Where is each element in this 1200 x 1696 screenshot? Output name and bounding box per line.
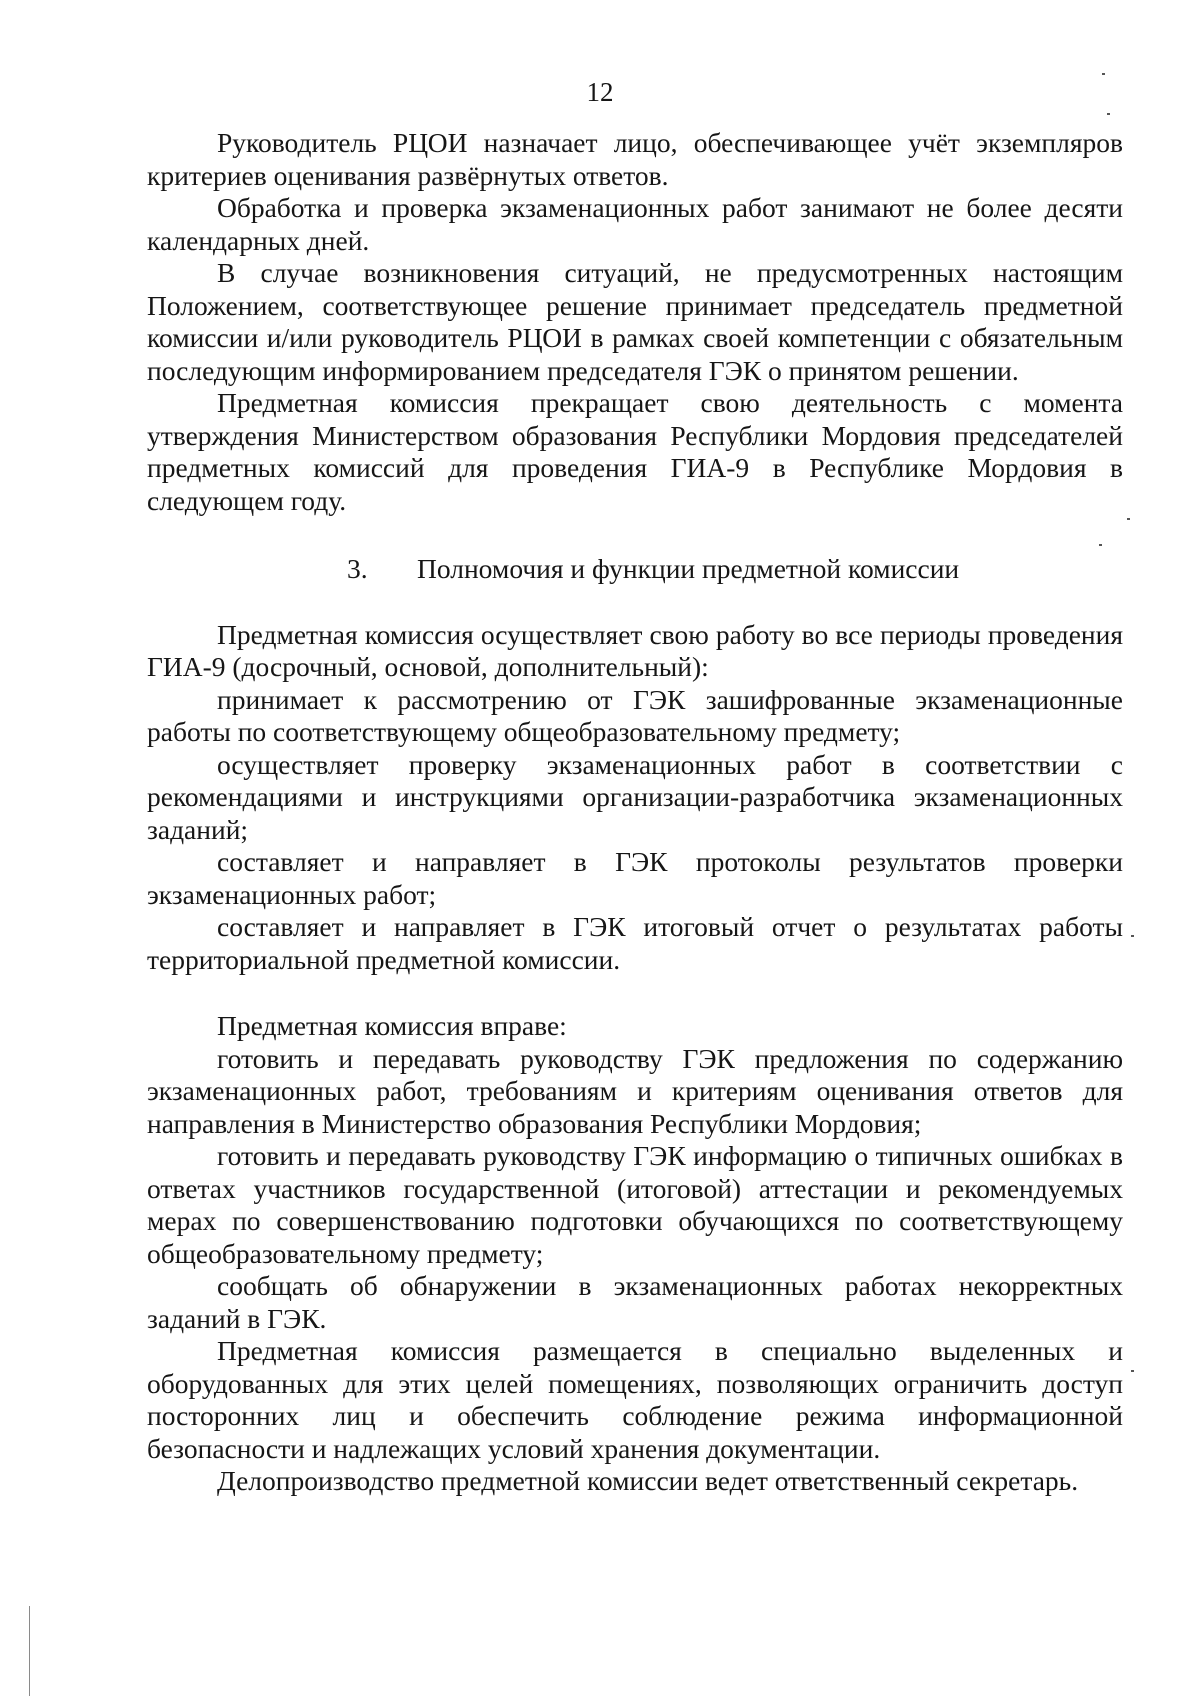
paragraph-duty-report: составляет и направляет в ГЭК итоговый отчет о результатах работы территориальной предметной комиссии.: [147, 911, 1123, 975]
paragraph-processing-duration: Обработка и проверка экзаменационных работ занимают не более десяти календарных дней.: [147, 192, 1123, 256]
paragraph-right-information: готовить и передавать руководству ГЭК информацию о типичных ошибках в ответах участников государственной (итоговой) аттестации и рекомендуемых мерах по совершенствованию подготовки обучающихся по соответствующему общеобразовательному предмету;: [147, 1140, 1123, 1269]
paragraph-rights-intro: Предметная комиссия вправе:: [217, 1010, 567, 1041]
paragraph-right-report-errors: сообщать об обнаружении в экзаменационных работах некорректных заданий в ГЭК.: [147, 1270, 1123, 1334]
paragraph-premises: Предметная комиссия размещается в специально выделенных и оборудованных для этих целей помещениях, позволяющих ограничить доступ посторонних лиц и обеспечить соблюдение режима информационной безопасности и надлежащих условий хранения документации.: [147, 1335, 1123, 1464]
paragraph-rcoi-responsible: Руководитель РЦОИ назначает лицо, обеспечивающее учёт экземпляров критериев оценивания развёрнутых ответов.: [147, 127, 1123, 191]
scan-speck: [1131, 1370, 1134, 1372]
paragraph-unforeseen-situations: В случае возникновения ситуаций, не предусмотренных настоящим Положением, соответствующее решение принимает председатель предметной комиссии и/или руководитель РЦОИ в рамках своей компетенции с обязательным последующим информированием председателя ГЭК о принятом решении.: [147, 257, 1123, 386]
scan-speck: [1099, 544, 1102, 546]
paragraph-duty-check: осуществляет проверку экзаменационных работ в соответствии с рекомендациями и инструкциями организации-разработчика экзаменационных заданий;: [147, 748, 1123, 845]
scan-speck: [1107, 113, 1110, 115]
document-body: [147, 127, 1123, 1498]
paragraph-duty-protocols: составляет и направляет в ГЭК протоколы результатов проверки экзаменационных работ;: [147, 846, 1123, 910]
paragraph-duty-accept: принимает к рассмотрению от ГЭК зашифрованные экзаменационные работы по соответствующему общеобразовательному предмету;: [147, 683, 1123, 747]
paragraph-right-proposals: готовить и передавать руководству ГЭК предложения по содержанию экзаменационных работ, требованиям и критериям оценивания ответов для направления в Министерство образования Республики Мордовия;: [147, 1042, 1123, 1139]
section-number: 3.: [347, 553, 368, 584]
scan-speck: [1131, 935, 1134, 937]
scan-margin-line: [29, 1606, 30, 1696]
scan-speck: [1102, 73, 1105, 75]
page-number: 12: [586, 77, 614, 107]
paragraph-records-management: Делопроизводство предметной комиссии ведет ответственный секретарь.: [217, 1465, 1079, 1496]
section-title: Полномочия и функции предметной комиссии: [417, 553, 960, 584]
paragraph-commission-termination: Предметная комиссия прекращает свою деятельность с момента утверждения Министерством образования Республики Мордовия председателей предметных комиссий для проведения ГИА-9 в Республике Мордовия в следующем году.: [147, 387, 1123, 516]
paragraph-work-periods: Предметная комиссия осуществляет свою работу во все периоды проведения ГИА-9 (досрочный, основой, дополнительный):: [147, 618, 1123, 682]
scan-speck: [1127, 518, 1130, 520]
section-heading: [147, 553, 1123, 586]
